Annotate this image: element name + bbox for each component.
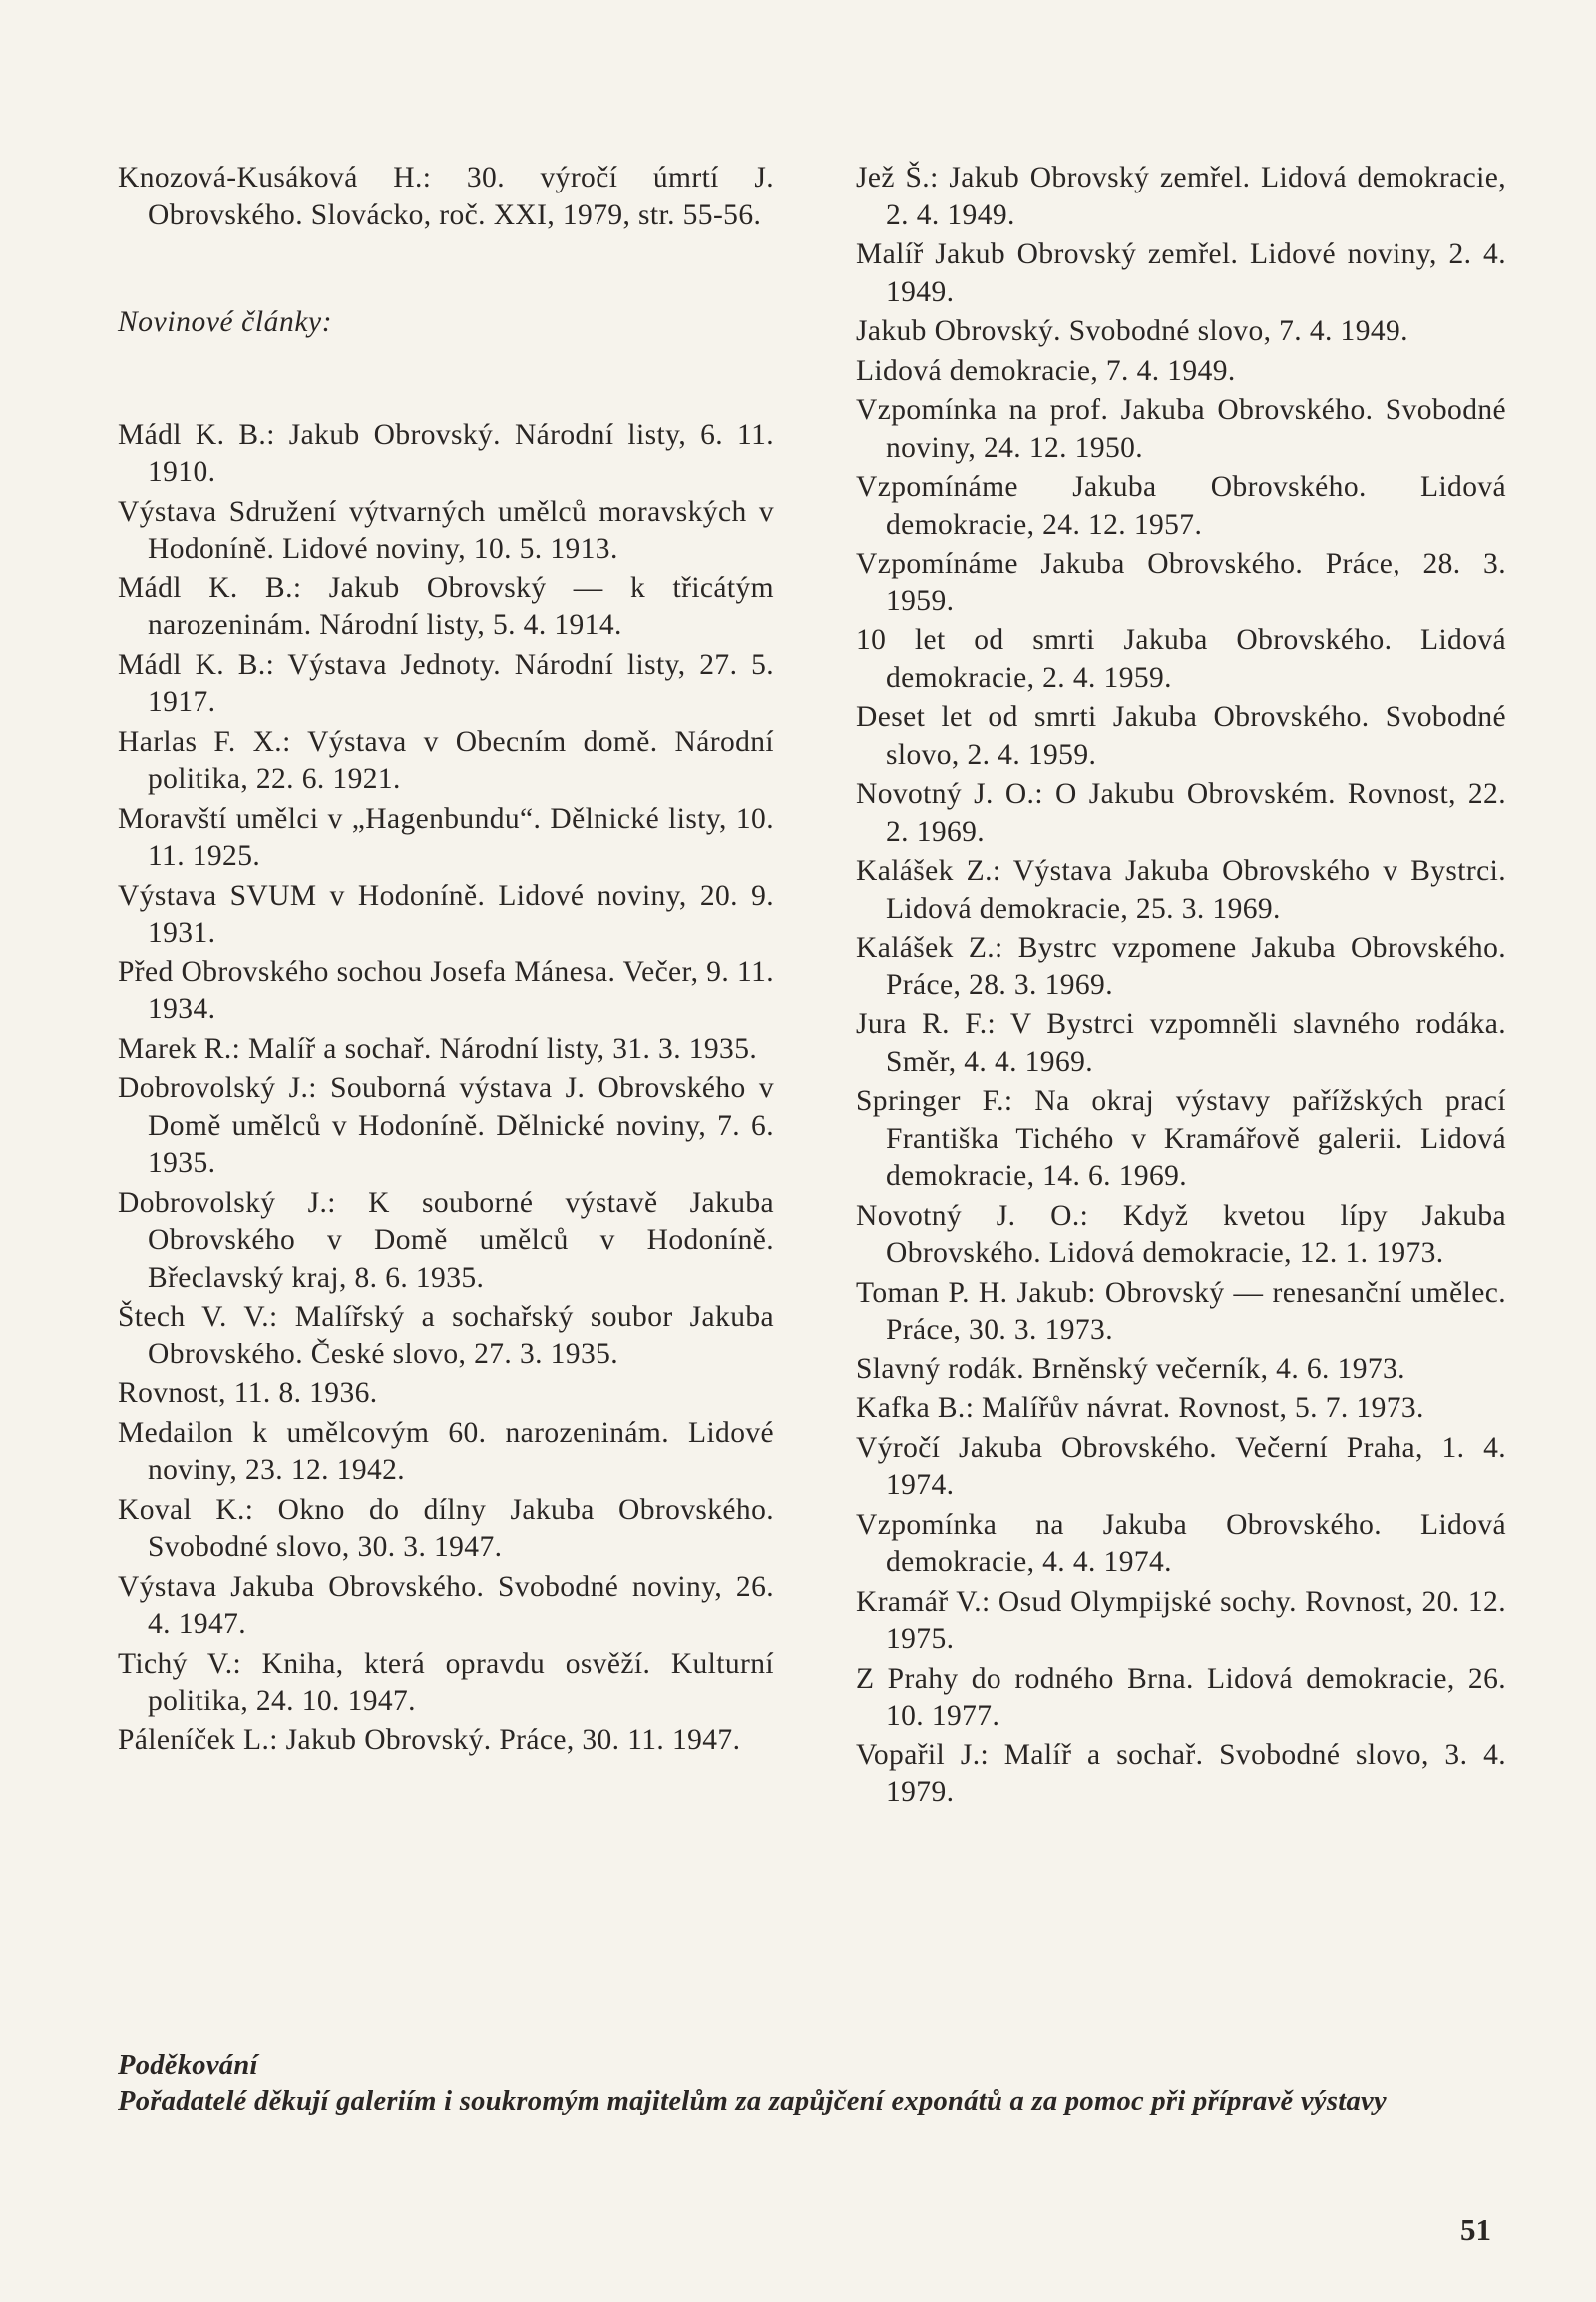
bibliography-entry: Dobrovolský J.: K souborné výstavě Jakuba Obrovského v Domě umělců v Hodoníně. Břeclavský kraj, 8. 6. 1935.	[118, 1186, 774, 1294]
bibliography-entry: Z Prahy do rodného Brna. Lidová demokracie, 26. 10. 1977.	[856, 1662, 1506, 1731]
bibliography-entry: Moravští umělci v „Hagenbundu“. Dělnické listy, 10. 11. 1925.	[118, 802, 774, 872]
bibliography-entry: Mádl K. B.: Jakub Obrovský — k třicátým narozeninám. Národní listy, 5. 4. 1914.	[118, 572, 774, 641]
bibliography-entry: Lidová demokracie, 7. 4. 1949.	[856, 354, 1236, 387]
bibliography-entry: Koval K.: Okno do dílny Jakuba Obrovského. Svobodné slovo, 30. 3. 1947.	[118, 1493, 774, 1563]
right-column	[856, 160, 1506, 1814]
bibliography-entry: Novotný J. O.: Když kvetou lípy Jakuba Obrovského. Lidová demokracie, 12. 1. 1973.	[856, 1199, 1506, 1269]
bibliography-entry: Marek R.: Malíř a sochař. Národní listy, 31. 3. 1935.	[118, 1032, 758, 1065]
bibliography-entry: Vzpomínka na prof. Jakuba Obrovského. Svobodné noviny, 24. 12. 1950.	[856, 394, 1506, 464]
bibliography-entry: Tichý V.: Kniha, která opravdu osvěží. Kulturní politika, 24. 10. 1947.	[118, 1647, 774, 1717]
acknowledgement-text: Pořadatelé děkují galeriím i soukromým majitelům za zapůjčení exponátů a za pomoc při přípravě výstavy	[118, 2086, 1387, 2116]
bibliography-entry: Kalášek Z.: Bystrc vzpomene Jakuba Obrovského. Práce, 28. 3. 1969.	[856, 932, 1506, 1001]
bibliography-entry: Toman P. H. Jakub: Obrovský — renesanční umělec. Práce, 30. 3. 1973.	[856, 1276, 1506, 1345]
bibliography-entry: Vzpomínáme Jakuba Obrovského. Lidová demokracie, 24. 12. 1957.	[856, 471, 1506, 541]
bibliography-entry: Dobrovolský J.: Souborná výstava J. Obrovského v Domě umělců v Hodoníně. Dělnické noviny, 7. 6. 1935.	[118, 1072, 774, 1179]
bibliography-entry: Jakub Obrovský. Svobodné slovo, 7. 4. 1949.	[856, 315, 1408, 347]
bibliography-entry: Harlas F. X.: Výstava v Obecním domě. Národní politika, 22. 6. 1921.	[118, 725, 774, 795]
bibliography-entry: Výstava Sdružení výtvarných umělců moravských v Hodoníně. Lidové noviny, 10. 5. 1913.	[118, 495, 774, 565]
acknowledgement-title: Poděkování	[118, 2050, 258, 2081]
bibliography-entry: Štech V. V.: Malířský a sochařský soubor Jakuba Obrovského. České slovo, 27. 3. 1935.	[118, 1301, 774, 1370]
bibliography-entry: Mádl K. B.: Jakub Obrovský. Národní listy, 6. 11. 1910.	[118, 418, 774, 488]
bibliography-entry: Kalášek Z.: Výstava Jakuba Obrovského v Bystrci. Lidová demokracie, 25. 3. 1969.	[856, 855, 1506, 925]
bibliography-entry: Novotný J. O.: O Jakubu Obrovském. Rovnost, 22. 2. 1969.	[856, 778, 1506, 848]
bibliography-entry: Kramář V.: Osud Olympijské sochy. Rovnost, 20. 12. 1975.	[856, 1585, 1506, 1655]
bibliography-entry: Jež Š.: Jakub Obrovský zemřel. Lidová demokracie, 2. 4. 1949.	[856, 162, 1506, 231]
bibliography-entry: Deset let od smrti Jakuba Obrovského. Svobodné slovo, 2. 4. 1959.	[856, 701, 1506, 771]
bibliography-entry: Kafka B.: Malířův návrat. Rovnost, 5. 7. 1973.	[856, 1392, 1424, 1424]
bibliography-entry: Výročí Jakuba Obrovského. Večerní Praha, 1. 4. 1974.	[856, 1431, 1506, 1501]
acknowledgement	[118, 2048, 1506, 2119]
bibliography-entry: Springer F.: Na okraj výstavy pařížských prací Františka Tichého v Kramářově galerii. Lidová demokracie, 14. 6. 1969.	[856, 1085, 1506, 1192]
bibliography-entry: Malíř Jakub Obrovský zemřel. Lidové noviny, 2. 4. 1949.	[856, 238, 1506, 308]
left-column	[118, 160, 774, 1761]
bibliography-entry: Vzpomínáme Jakuba Obrovského. Práce, 28. 3. 1959.	[856, 548, 1506, 617]
page-number: 51	[1460, 2212, 1491, 2247]
bibliography-entry: Výstava SVUM v Hodoníně. Lidové noviny, 20. 9. 1931.	[118, 879, 774, 949]
bibliography-entry: Mádl K. B.: Výstava Jednoty. Národní listy, 27. 5. 1917.	[118, 648, 774, 718]
left-intro-list	[118, 160, 774, 234]
left-entries-list	[118, 417, 774, 1760]
bibliography-entry: Před Obrovského sochou Josefa Mánesa. Večer, 9. 11. 1934.	[118, 956, 774, 1025]
bibliography-entry: Slavný rodák. Brněnský večerník, 4. 6. 1973.	[856, 1352, 1405, 1385]
bibliography-entry: 10 let od smrti Jakuba Obrovského. Lidová demokracie, 2. 4. 1959.	[856, 624, 1506, 694]
bibliography-entry: Vzpomínka na Jakuba Obrovského. Lidová demokracie, 4. 4. 1974.	[856, 1508, 1506, 1578]
bibliography-entry: Rovnost, 11. 8. 1936.	[118, 1377, 378, 1409]
bibliography-entry: Jura R. F.: V Bystrci vzpomněli slavného rodáka. Směr, 4. 4. 1969.	[856, 1008, 1506, 1078]
bibliography-entry: Páleníček L.: Jakub Obrovský. Práce, 30. 11. 1947.	[118, 1724, 741, 1756]
bibliography-entry: Výstava Jakuba Obrovského. Svobodné noviny, 26. 4. 1947.	[118, 1570, 774, 1640]
bibliography-entry: Medailon k umělcovým 60. narozeninám. Lidové noviny, 23. 12. 1942.	[118, 1416, 774, 1486]
section-heading: Novinové články:	[118, 306, 333, 338]
right-entries-list	[856, 160, 1506, 1812]
bibliography-entry: Knozová-Kusáková H.: 30. výročí úmrtí J. Obrovského. Slovácko, roč. XXI, 1979, str. 55-56.	[118, 162, 774, 231]
bibliography-entry: Vopařil J.: Malíř a sochař. Svobodné slovo, 3. 4. 1979.	[856, 1738, 1506, 1808]
